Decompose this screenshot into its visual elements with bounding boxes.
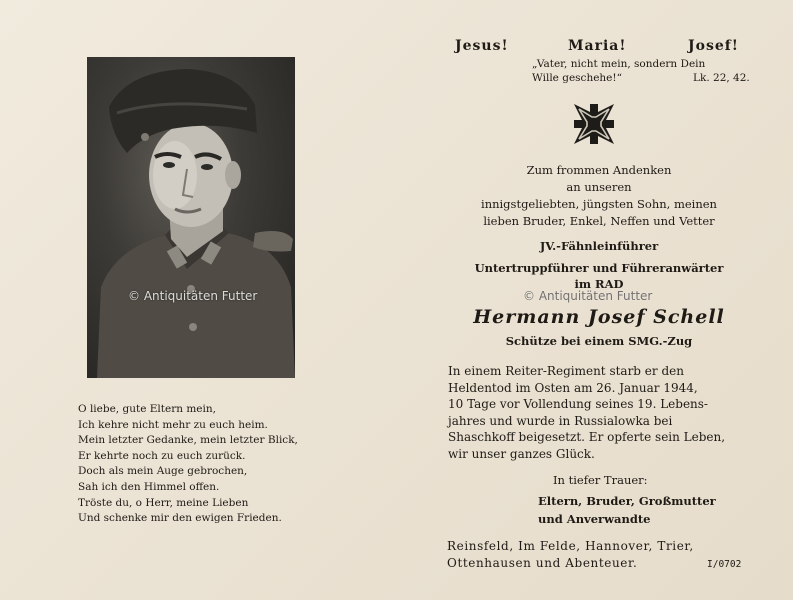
watermark-left: © Antiquitäten Futter (128, 289, 258, 303)
memorial-line3: innigstgeliebten, jüngsten Sohn, meinen (481, 197, 717, 211)
bible-quote-ref: Lk. 22, 42. (693, 72, 750, 84)
mourners-line1: Eltern, Bruder, Großmutter (538, 494, 716, 508)
death-notice-line: Shaschkoff beigesetzt. Er opferte sein Leben, (448, 430, 726, 444)
iron-cross-icon (570, 100, 618, 148)
header-maria: Maria! (568, 38, 627, 54)
rank-line1: JV.-Fähnleinführer (539, 239, 659, 253)
poem-line: Und schenke mir den ewigen Frieden. (78, 512, 282, 525)
rank-line3: im RAD (574, 277, 624, 291)
unit-line: Schütze bei einem SMG.-Zug (505, 334, 693, 348)
poem-line: Tröste du, o Herr, meine Lieben (78, 496, 249, 509)
rank-line2: Untertruppführer und Führeranwärter (474, 261, 724, 275)
death-notice-line: wir unser ganzes Glück. (448, 446, 595, 461)
soldier-portrait-photo (87, 57, 295, 378)
memorial-line2: an unseren (566, 180, 632, 194)
header-jesus: Jesus! (455, 38, 509, 54)
death-notice (448, 363, 748, 462)
poem (78, 402, 338, 527)
places-line2: Ottenhausen und Abenteuer. (447, 556, 638, 570)
poem-line: Doch als mein Auge gebrochen, (78, 465, 248, 478)
watermark-right: © Antiquitäten Futter (523, 289, 653, 303)
poem-line: Sah ich den Himmel offen. (78, 480, 220, 493)
places-line1: Reinsfeld, Im Felde, Hannover, Trier, (447, 539, 694, 553)
header-josef: Josef! (688, 38, 739, 54)
mourners-intro: In tiefer Trauer: (553, 473, 648, 487)
death-notice-line: Heldentod im Osten am 26. Januar 1944, (448, 380, 698, 395)
death-notice-line: 10 Tage vor Vollendung seines 19. Lebens- (448, 397, 708, 411)
poem-line: O liebe, gute Eltern mein, (78, 403, 216, 415)
death-notice-line: jahres und wurde in Russialowka bei (448, 413, 673, 428)
portrait-illustration (87, 57, 295, 378)
print-code: I/0702 (707, 559, 742, 570)
poem-line: Er kehrte noch zu euch zurück. (78, 449, 246, 462)
poem-line: Ich kehre nicht mehr zu euch heim. (78, 418, 268, 431)
poem-line: Mein letzter Gedanke, mein letzter Blick, (78, 434, 298, 447)
memorial-line1: Zum frommen Andenken (526, 163, 672, 177)
bible-quote-line1: „Vater, nicht mein, sondern Dein (532, 58, 706, 70)
death-notice-line: In einem Reiter-Regiment starb er den (448, 364, 684, 378)
deceased-name: Hermann Josef Schell (473, 306, 725, 328)
memorial-line4: lieben Bruder, Enkel, Neffen und Vetter (483, 214, 715, 228)
mourners-line2: und Anverwandte (538, 512, 651, 526)
bible-quote-line2: Wille geschehe!“ (532, 72, 622, 84)
